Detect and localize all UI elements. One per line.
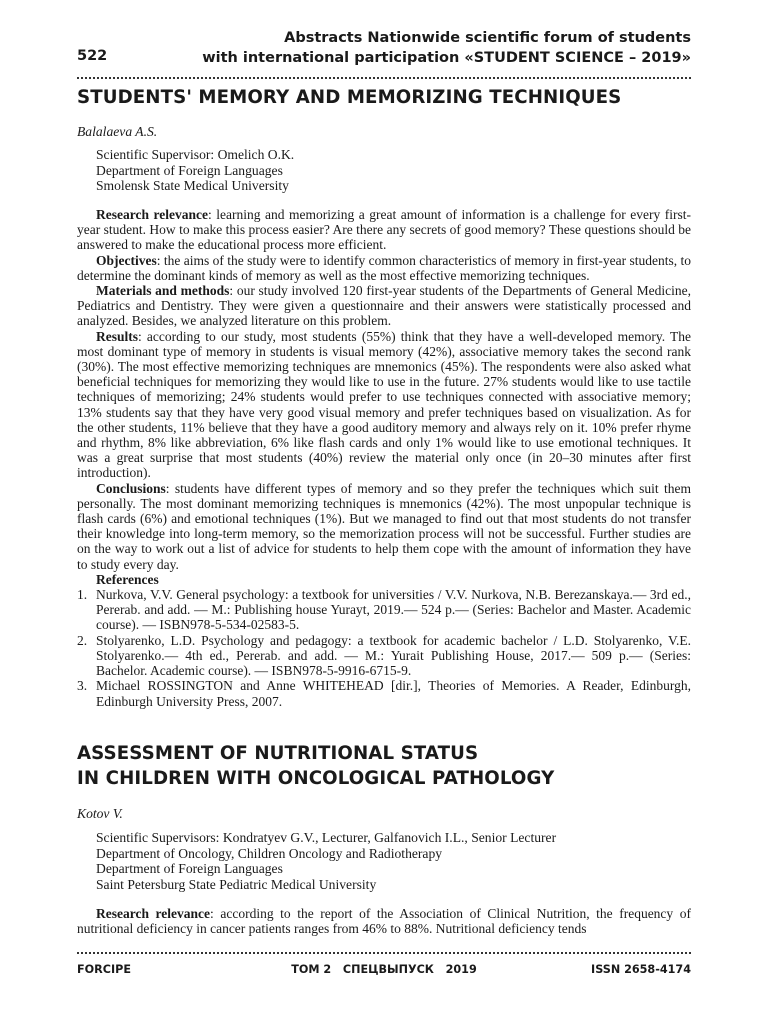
objectives-label: Objectives bbox=[96, 252, 157, 268]
relevance-label: Research relevance bbox=[96, 207, 208, 222]
article1-body bbox=[77, 207, 691, 709]
results-label: Results bbox=[96, 328, 139, 344]
affiliation-line: Saint Petersburg State Pediatric Medical University bbox=[96, 876, 377, 892]
page-number: 522 bbox=[77, 48, 108, 64]
reference-number: 3. bbox=[77, 678, 88, 694]
relevance-text: : according to the report of the Association of Clinical Nutrition, the frequency of nutritional deficiency in cancer patients ranges from 46% to 88%. Nutritional deficiency tends bbox=[77, 906, 691, 937]
article2-title-line2: IN CHILDREN WITH ONCOLOGICAL PATHOLOGY bbox=[77, 768, 555, 789]
relevance-text: : learning and memorizing a great amount of information is a challenge for every first-year student. How to make this process easier? Are there any secrets of good memory? These questions should be answered to make the educational process more efficient. bbox=[77, 207, 691, 253]
methods-label: Materials and methods bbox=[96, 283, 230, 299]
objectives-paragraph bbox=[77, 253, 691, 283]
reference-text: Michael ROSSINGTON and Anne WHITEHEAD [dir.], Theories of Memories. A Reader, Edinburgh, Edinburgh University Press, 2007. bbox=[96, 678, 691, 709]
article1-title: STUDENTS' MEMORY AND MEMORIZING TECHNIQUES bbox=[77, 87, 622, 108]
conclusions-label: Conclusions bbox=[96, 480, 166, 496]
article2-title-line1: ASSESSMENT OF NUTRITIONAL STATUS bbox=[77, 743, 479, 764]
methods-text: : our study involved 120 first-year students of the Departments of General Medicine, Pediatrics and Dentistry. They were given a questionnaire and their answers were statistically processed and analyzed. Besides, we analyzed literature on this problem. bbox=[77, 283, 691, 329]
affiliation-line: Smolensk State Medical University bbox=[96, 178, 289, 193]
issue-info: ТОМ 2 СПЕЦВЫПУСК 2019 bbox=[291, 963, 477, 976]
affiliation-line: Department of Oncology, Children Oncology and Radiotherapy bbox=[96, 845, 443, 861]
reference-number: 2. bbox=[77, 632, 88, 648]
affiliation-line: Department of Foreign Languages bbox=[96, 861, 283, 876]
methods-paragraph bbox=[77, 283, 691, 329]
affiliation-line: Scientific Supervisor: Omelich O.K. bbox=[96, 147, 295, 162]
reference-number: 1. bbox=[77, 587, 88, 603]
references-heading: References bbox=[96, 571, 159, 587]
running-title bbox=[202, 28, 691, 68]
article2-body bbox=[77, 906, 691, 936]
article2-affiliation bbox=[96, 830, 556, 892]
reference-item bbox=[77, 678, 691, 708]
objectives-text: : the aims of the study were to identify common characteristics of memory in first-year students, to determine the dominant kinds of memory as well as the most effective memorizing techniques. bbox=[77, 252, 691, 283]
article1-affiliation bbox=[96, 147, 294, 194]
header-divider bbox=[77, 77, 691, 79]
footer-divider bbox=[77, 952, 691, 954]
results-text: : according to our study, most students (55%) think that they have a well-developed memory. The most dominant type of memory in students is visual memory (42%), associative memory takes the second rank (30%). The most effective memorizing techniques are mnemonics (45%). The respondents were also asked what beneficial techniques for memorizing they would like to use in the future. 27% students would like to use tactile techniques of memorizing; 24% students would prefer to use techniques connected with associative memory; 13% students say that they have very good visual memory and prefer techniques based on visualization. As for the other students, 11% believe that they have a good auditory memory and always rely on it. 10% prefer rhyme and rhythm, 8% like abbreviation, 6% like flash cards and only 1% would like to use emotional techniques. It was a great surprise that most students (40%) review the material only once (in 20–30 minutes after first introduction). bbox=[77, 328, 691, 481]
reference-item bbox=[77, 587, 691, 633]
relevance-paragraph bbox=[77, 906, 691, 936]
relevance-paragraph bbox=[77, 207, 691, 253]
conclusions-text: : students have different types of memory and so they prefer the techniques which suit them personally. The most dominant memorizing techniques is mnemonics (42%). The most unpopular technique is flash cards (6%) and emotional techniques (1%). But we managed to find out that most students do not transfer their knowledge into long-term memory, so the memorization process will not be successful. Further studies are on the way to work out a list of advice for students to help them cope with the amount of information they have to study every day. bbox=[77, 480, 691, 572]
reference-text: Nurkova, V.V. General psychology: a textbook for universities / V.V. Nurkova, N.B. Berezanskaya.— 3rd ed., Pererab. and add. — M.: Publishing house Yurayt, 2019.— 524 p.— (Series: Bachelor and Master. Academic course). — ISBN978-5-534-02583-5. bbox=[96, 587, 691, 633]
journal-name: FORCIPE bbox=[77, 963, 131, 976]
article1-author: Balalaeva A.S. bbox=[77, 124, 158, 139]
affiliation-line: Department of Foreign Languages bbox=[96, 162, 283, 178]
page-header bbox=[77, 28, 691, 76]
running-title-line2: with international participation «STUDENT SCIENCE – 2019» bbox=[202, 50, 691, 66]
article2-title bbox=[77, 741, 691, 791]
conclusions-paragraph bbox=[77, 481, 691, 572]
affiliation-line: Scientific Supervisors: Kondratyev G.V., Lecturer, Galfanovich I.L., Senior Lecturer bbox=[96, 830, 557, 845]
references-list bbox=[77, 587, 691, 709]
reference-item bbox=[77, 633, 691, 679]
reference-text: Stolyarenko, L.D. Psychology and pedagogy: a textbook for academic bachelor / L.D. Stolyarenko, V.E. Stolyarenko.— 4th ed., Pererab. and add. — M.: Yurait Publishing House, 2017.— 509 p.— (Series: Bachelor. Academic course). — ISBN978-5-9916-6715-9. bbox=[96, 632, 691, 679]
article2-author: Kotov V. bbox=[77, 806, 123, 821]
results-paragraph bbox=[77, 329, 691, 481]
running-title-line1: Abstracts Nationwide scientific forum of students bbox=[284, 30, 691, 46]
issn: ISSN 2658-4174 bbox=[591, 963, 691, 976]
relevance-label: Research relevance bbox=[96, 906, 211, 921]
